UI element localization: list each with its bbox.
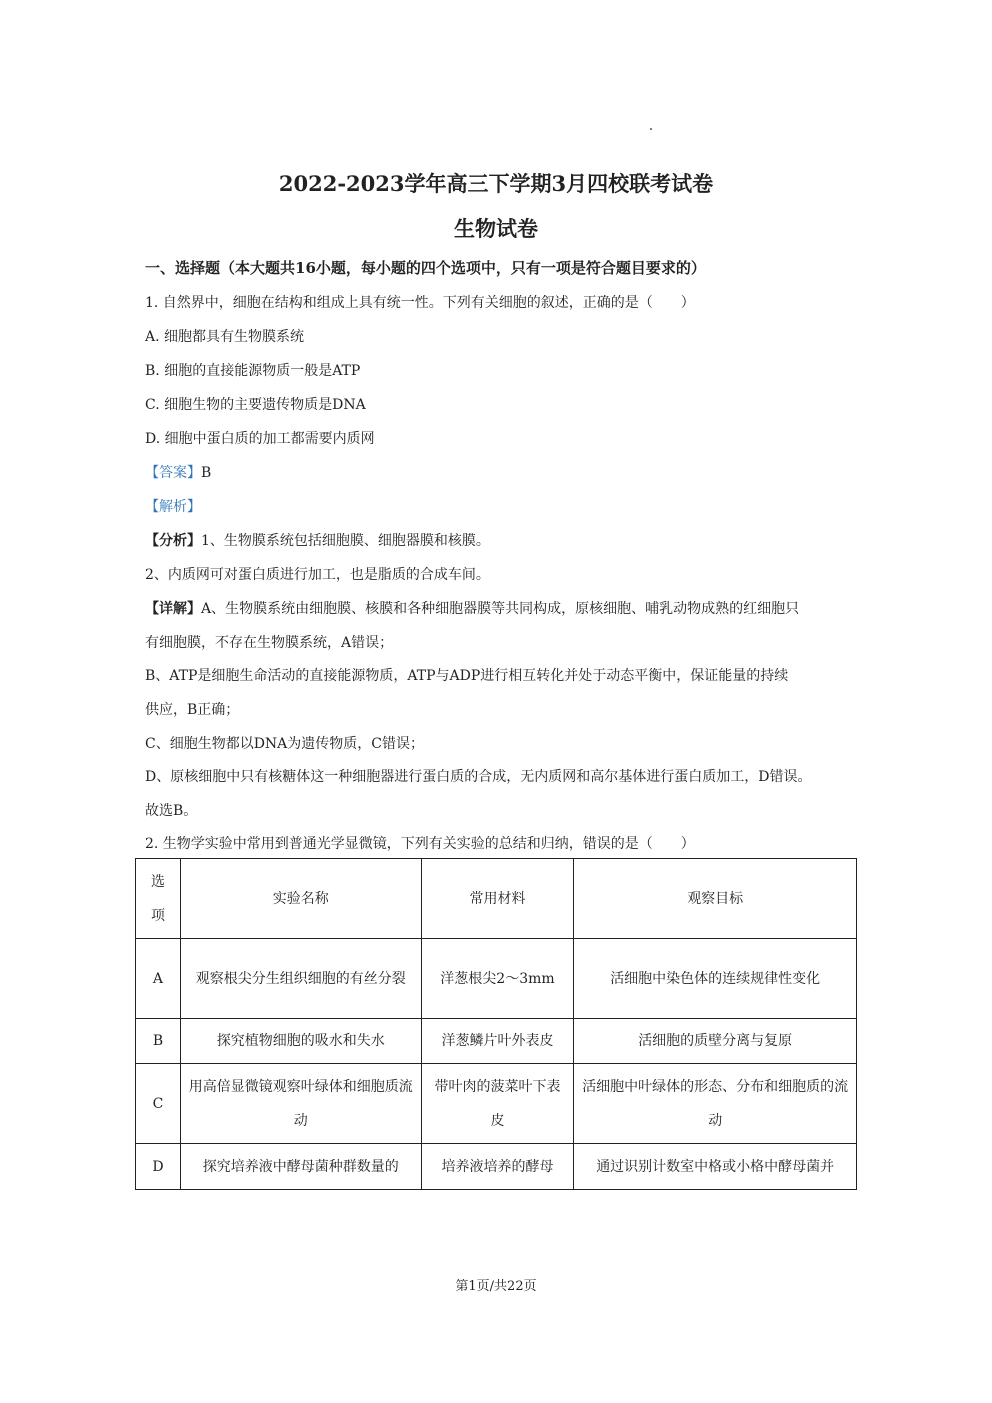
- answer-value: B: [201, 465, 212, 481]
- detail-text-1a: A、生物膜系统由细胞膜、核膜和各种细胞器膜等共同构成，原核细胞、哺乳动物成熟的红细胞只: [201, 601, 800, 617]
- row-target: 活细胞中叶绿体的形态、分布和细胞质的流动: [574, 1064, 857, 1144]
- q1-option-b: B. 细胞的直接能源物质一般是ATP: [145, 363, 361, 379]
- scan-dot: [650, 128, 652, 130]
- q2-stem: 2. 生物学实验中常用到普通光学显微镜，下列有关实验的总结和归纳，错误的是（ ）: [145, 836, 695, 852]
- q1-option-c: C. 细胞生物的主要遗传物质是DNA: [145, 397, 366, 413]
- answer-label: 【答案】: [145, 465, 201, 481]
- detail-line-4: 供应，B正确；: [145, 702, 240, 718]
- row-material: 培养液培养的酵母: [421, 1144, 574, 1190]
- detail-line-6: D、原核细胞中只有核糖体这一种细胞器进行蛋白质的合成，无内质网和高尔基体进行蛋白质加工，D错误。: [145, 769, 812, 785]
- fenxi-label: 【分析】: [145, 533, 201, 549]
- analysis-label: 【解析】: [145, 499, 201, 515]
- detail-line-5: C、细胞生物都以DNA为遗传物质，C错误；: [145, 736, 425, 752]
- row-name: 观察根尖分生组织细胞的有丝分裂: [180, 939, 421, 1019]
- row-option: D: [136, 1144, 181, 1190]
- row-target: 活细胞中染色体的连续规律性变化: [574, 939, 857, 1019]
- q1-answer: [145, 462, 211, 482]
- row-option: B: [136, 1019, 181, 1064]
- header-option: [136, 859, 181, 939]
- row-name: 用高倍显微镜观察叶绿体和细胞质流动: [180, 1064, 421, 1144]
- row-option: A: [136, 939, 181, 1019]
- table-row: [136, 939, 857, 1019]
- experiment-table: [135, 858, 857, 1190]
- header-name: 实验名称: [180, 859, 421, 939]
- row-material: 洋葱鳞片叶外表皮: [421, 1019, 574, 1064]
- exam-title: 2022-2023学年高三下学期3月四校联考试卷: [278, 171, 714, 196]
- row-material: 洋葱根尖2～3mm: [421, 939, 574, 1019]
- q1-option-d: D. 细胞中蛋白质的加工都需要内质网: [145, 431, 375, 447]
- header-material: 常用材料: [421, 859, 574, 939]
- row-option: C: [136, 1064, 181, 1144]
- detail-line-2: 有细胞膜，不存在生物膜系统，A错误；: [145, 635, 394, 651]
- header-option-line-1: 选: [150, 873, 165, 890]
- section-heading: 一、选择题（本大题共16小题，每小题的四个选项中，只有一项是符合题目要求的）: [145, 259, 706, 277]
- detail-line-1: [145, 598, 799, 618]
- row-material: 带叶肉的菠菜叶下表皮: [421, 1064, 574, 1144]
- fenxi-text-1: 1、生物膜系统包括细胞膜、细胞器膜和核膜。: [201, 533, 490, 549]
- table-row: [136, 1144, 857, 1190]
- table-row: [136, 1064, 857, 1144]
- table-row: [136, 1019, 857, 1064]
- page-footer: 第1页/共22页: [455, 1279, 537, 1294]
- detail-label: 【详解】: [145, 601, 201, 617]
- row-target: 活细胞的质壁分离与复原: [574, 1019, 857, 1064]
- row-target: 通过识别计数室中格或小格中酵母菌并: [574, 1144, 857, 1190]
- fenxi-line-1: [145, 530, 490, 550]
- q1-stem: 1. 自然界中，细胞在结构和组成上具有统一性。下列有关细胞的叙述，正确的是（ ）: [145, 295, 695, 311]
- row-name: 探究培养液中酵母菌种群数量的: [180, 1144, 421, 1190]
- detail-line-3: B、ATP是细胞生命活动的直接能源物质，ATP与ADP进行相互转化并处于动态平衡中，保证能量的持续: [145, 668, 789, 684]
- q1-option-a: A. 细胞都具有生物膜系统: [145, 329, 305, 345]
- row-name: 探究植物细胞的吸水和失水: [180, 1019, 421, 1064]
- conclusion: 故选B。: [145, 803, 198, 819]
- fenxi-line-2: 2、内质网可对蛋白质进行加工，也是脂质的合成车间。: [145, 567, 490, 583]
- header-option-line-2: 项: [150, 907, 165, 924]
- header-target: 观察目标: [574, 859, 857, 939]
- table-header-row: [136, 859, 857, 939]
- exam-subtitle: 生物试卷: [454, 216, 538, 241]
